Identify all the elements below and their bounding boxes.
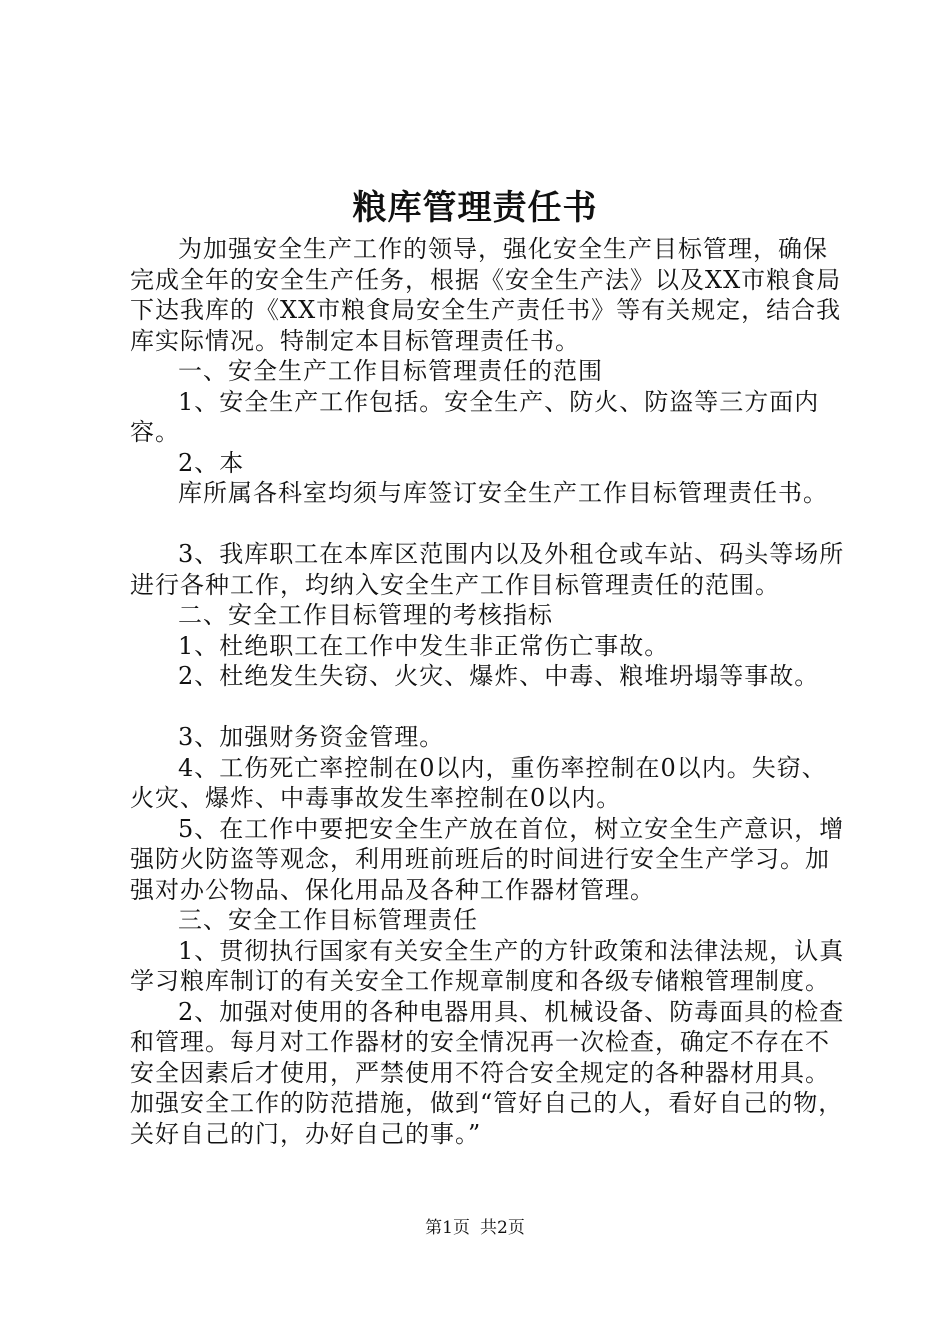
indicator-item-1: 1、杜绝职工在工作中发生非正常伤亡事故。	[178, 631, 670, 660]
section-heading-scope: 一、安全生产工作目标管理责任的范围	[178, 357, 603, 385]
blank-line	[130, 692, 850, 723]
document-title: 粮库管理责任书	[352, 188, 598, 228]
scope-item-2-start: 2、本	[178, 448, 245, 477]
indicator-item-2: 2、杜绝发生失窃、火灾、爆炸、中毒、粮堆坍塌等事故。	[178, 662, 820, 690]
scope-item-3: 3、我库职工在本库区范围内以及外租仓或车站、码头等场所进行各种工作，均纳入安全生产工作目标管理责任的范围。	[130, 540, 845, 599]
scope-item-2-continued: 库所属各科室均须与库签订安全生产工作目标管理责任书。	[178, 479, 828, 507]
document-body	[130, 234, 850, 1149]
page-footer	[0, 1216, 950, 1240]
indicator-item-3: 3、加强财务资金管理。	[178, 723, 445, 751]
section-heading-indicators: 二、安全工作目标管理的考核指标	[178, 601, 553, 629]
page-total: 共2页	[480, 1218, 525, 1238]
scope-item-1: 1、安全生产工作包括。安全生产、防火、防盗等三方面内容。	[130, 387, 820, 446]
page-number: 第1页	[425, 1218, 470, 1238]
intro-paragraph: 为加强安全生产工作的领导，强化安全生产目标管理，确保完成全年的安全生产任务，根据《安全生产法》以及XX市粮食局下达我库的《XX市粮食局安全生产责任书》等有关规定，结合我库实际情况。特制定本目标管理责任书。	[130, 235, 842, 355]
section-heading-responsibility: 三、安全工作目标管理责任	[178, 906, 478, 934]
responsibility-item-2: 2、加强对使用的各种电器用具、机械设备、防毒面具的检查和管理。每月对工作器材的安全情况再一次检查，确定不存在不安全因素后才使用，严禁使用不符合安全规定的各种器材用具。加强安全工作的防范措施，做到“管好自己的人，看好自己的物，关好自己的门，办好自己的事。”	[130, 997, 845, 1148]
indicator-item-5: 5、在工作中要把安全生产放在首位，树立安全生产意识，增强防火防盗等观念，利用班前班后的时间进行安全生产学习。加强对办公物品、保化用品及各种工作器材管理。	[130, 814, 845, 904]
indicator-item-4: 4、工伤死亡率控制在0以内，重伤率控制在0以内。失窃、火灾、爆炸、中毒事故发生率控制在0以内。	[130, 753, 827, 812]
responsibility-item-1: 1、贯彻执行国家有关安全生产的方针政策和法律法规，认真学习粮库制订的有关安全工作规章制度和各级专储粮管理制度。	[130, 936, 845, 995]
blank-line	[130, 509, 850, 540]
